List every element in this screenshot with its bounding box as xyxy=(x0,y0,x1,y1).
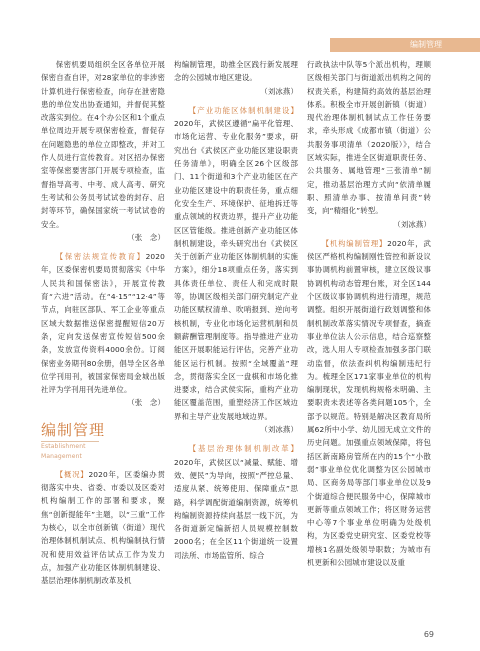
running-header-label: 编制管理 xyxy=(410,40,442,49)
paragraph xyxy=(41,250,165,396)
subsection-heading: 【基层治理体制机制改革】 xyxy=(188,444,298,454)
paragraph-body: 2020年，武侯区严格机构编制刚性管控和新设议事协调机构前置审核，建立区级议事协调机构动态管理台账，对全区144个区级议事协调机构进行清理，规范调整。组织开展街道行政划调整和体制机制改革落实情况专项督查，摘查事业单位法人公示信息，结合巡察整改，选人用人专项检查加强多部门联动监督，依法查纠机构编制违纪行为。梳理全区171家事业单位的机构编制现状，发现机构规格未明确、主要职责未表述等各类问题105个，全部予以规范。特别是解决区教育局所属62所中小学、幼儿园无成立文件的历史问题。加强重点领域保障，将包括区新南路房管所在内的15个“小散弱”事业单位优化调整为区公园城市局、区商务局等部门事业单位以及9个街道综合便民服务中心，保障城市更新等重点领域工作；将区财务运营中心等7个事业单位明确为处级机构，为区委党史研究室、区委党校等增核1名副处级领导职数；为城市有机更新和公园城市建设以及重 xyxy=(307,238,432,567)
subsection-heading: 【机构编制管理】 xyxy=(321,238,388,248)
paragraph-body: 2020年，区委保密机要局贯彻落实《中华人民共和国保密法》，开展宣传教育“六进”活动。在“4·15”“12·4”等节点，向驻区部队、军工企业等重点区域大数据推送保密提醒短信20万条，定向发送保密宣传短信500余条，发放宣传资料4000余份。订阅保密业务期刊80余册，倡导全区各单位学刊用刊，被国家保密局金城出版社评为学刊用刊先进单位。 xyxy=(41,252,165,395)
subsection-heading: 【保密法规宣传教育】 xyxy=(55,252,146,262)
paragraph xyxy=(174,442,298,562)
paragraph xyxy=(174,104,298,423)
paragraph-body: 2020年，武侯区遵循“扁平化管理、市场化运营、专业化服务”要求，研究出台《武侯区产业功能区建设职责任务清单》，明确全区26个区级部门、11个街道和3个产业功能区在产业功能区建设中的职责任务，重点细化安全生产、环境保护、征地拆迁等重点领域的权责边界，提升产业功能区区管能级。推进创新产业功能区体制机制建设，牵头研究出台《武侯区关于创新产业功能区体制机制的实施方案》，细分18项重点任务，落实到具体责任单位、责任人和完成时限等，协调区级相关部门研究制定产业功能区赋权清单、吹哨报到、逆向考核机制，专业化市场化运营机制和员额薪酬管理制度等。指导推进产业功能区开展职能运行评估，完善产业功能区运行机制。按照“全域覆盖”理念，贯彻落实全区一盘棋和市场化推进要求，结合武侯实际，重构产业功能区覆盖范围，重塑经济工作区域边界和主导产业发展地域边界。 xyxy=(174,119,298,421)
author-signature: （刘冰燕） xyxy=(260,86,298,96)
subsection-heading: 【产业功能区体制机制建设】 xyxy=(188,105,298,115)
paragraph: 行政执法中队等5个派出机构，理顺区级相关部门与街道派出机构之间的权责关系，构建简约高效的基层治理体系。积极全市开展创新镇（街道）现代治理体制机制试点工作任务要求，牵头形成《成都市镇（街道）公共服务事项清单（2020版）》，结合区域实际，推进全区街道职责任务、公共服务、属地管理“三张清单”制定，推动基层治理方式向“依清单履职、照清单办事、按清单问责”转变，向“精细化”转型。 xyxy=(307,60,431,216)
author-signature: （张 念） xyxy=(127,398,165,408)
paragraph xyxy=(41,468,165,588)
running-header xyxy=(330,38,480,52)
section-title xyxy=(41,420,165,462)
page-number: 69 xyxy=(423,630,434,639)
subsection-heading: 【概况】 xyxy=(55,469,89,479)
column-1 xyxy=(41,58,165,587)
section-title-english: Establishment Management xyxy=(41,441,99,462)
column-2 xyxy=(174,58,298,562)
paragraph xyxy=(307,237,431,569)
column-3 xyxy=(307,58,431,569)
author-signature: （张 念） xyxy=(127,232,165,242)
paragraph-body: 2020年，区委编办贯彻落实中央、省委、市委以及区委对机构编制工作的部署和要求，聚焦“创新提能年”主题，以“三重”工作为核心，以全市创新镇（街道）现代治理体制机制试点、机构编制执行情况和使用效益评估试点工作为发力点，加强产业功能区体制机制建设、基层治理体制机制改革及机 xyxy=(41,469,165,586)
section-title-chinese: 编制管理 xyxy=(41,420,106,439)
paragraph: 保密机要局组织全区各单位开展保密自查自评，对28家单位的非涉密计算机进行保密检查，向存在泄密隐患的单位发出协查通知，并督促其整改落实到位。在4个办公区和1个重点单位周边开展专项保密检查，督促存在问题隐患的单位立即整改，并对工作人员进行宣传教育。对区招办保密室等保密要害部门开展专项检查，监督指导高考、中考、成人高考、研究生考试和公务员考试试卷的封存、启封等环节，确保国家统一考试试卷的安全。 xyxy=(41,60,165,229)
author-signature: （刘冰燕） xyxy=(393,219,431,229)
author-signature: （刘冰燕） xyxy=(260,425,298,435)
paragraph: 构编制管理，助推全区践行新发展理念的公园城市地区建设。 xyxy=(174,60,298,83)
paragraph-body: 2020年，武侯区以“减量、赋能、增效、便民”为导向，按照“严控总量、适度从紧、统筹使用、保障重点”思路，科学调配街道编制资源，统筹机构编制资源持续向基层一线下沉，为各街道新定编新招人员规模控制数2000名；在全区11个街道统一设置司法所、市场监管所、综合 xyxy=(174,457,298,560)
